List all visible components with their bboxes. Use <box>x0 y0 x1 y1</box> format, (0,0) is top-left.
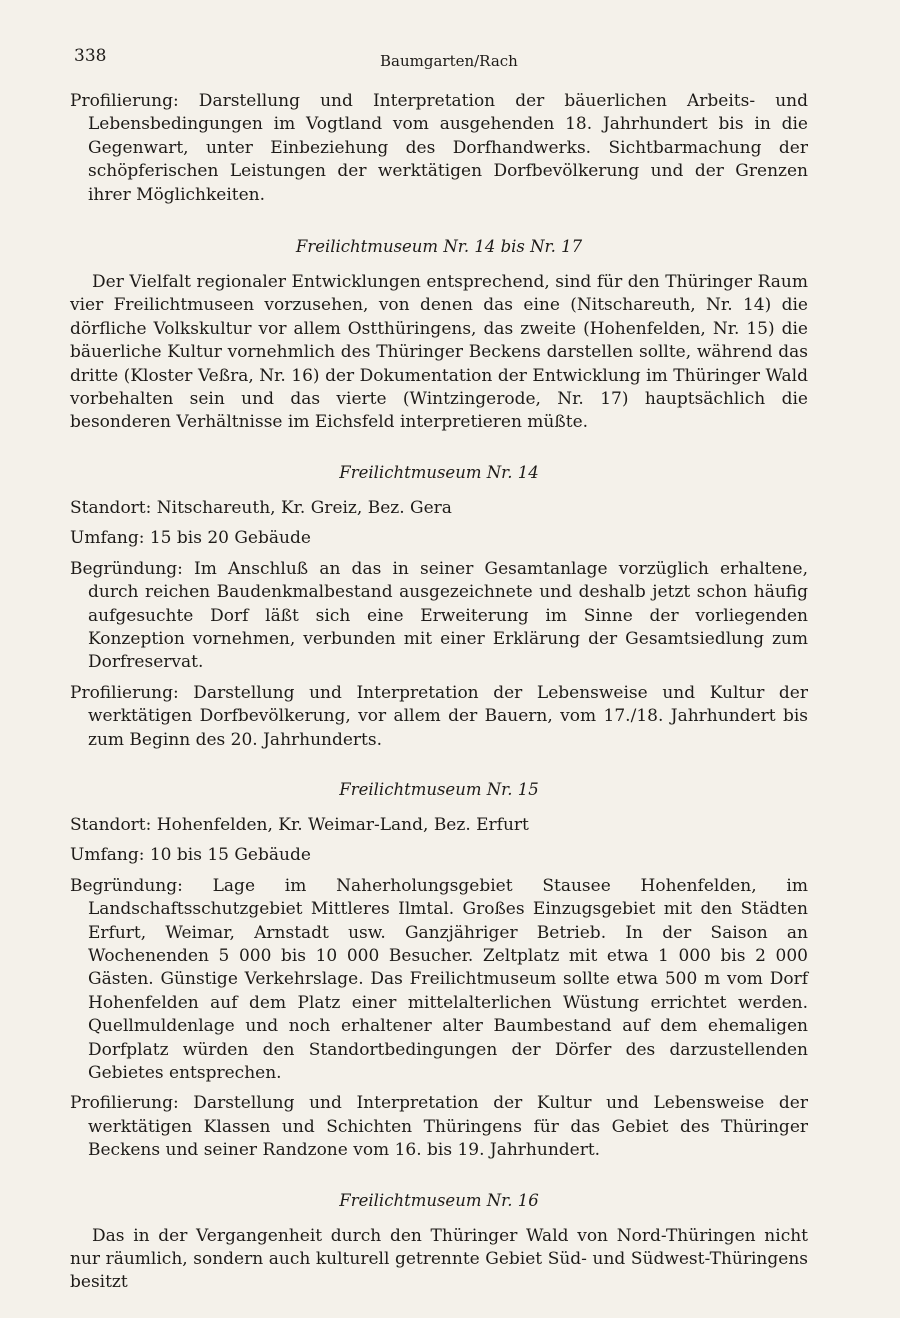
section-14-umfang: Umfang: 15 bis 20 Gebäude <box>70 528 311 549</box>
section-14-17-paragraph: Der Vielfalt regionaler Entwicklungen entsprechend, sind für den Thüringer Raum vier Freilichtmuseen vorzusehen, von denen das eine (Nitschareuth, Nr. 14) die dörfliche Volkskultur vor allem Ostthüringens, das zweite (Hohenfelden, Nr. 15) die bäuerliche Kultur vornehmlich des Thüringer Beckens darstellen sollte, während das dritte (Kloster Veßra, Nr. 16) der Dokumentation der Entwicklung im Thüringer Wald vorbehalten sein und das vierte (Wintzingerode, Nr. 17) hauptsächlich die besonderen Verhältnisse im Eichsfeld interpretieren müßte. <box>70 272 808 433</box>
section-15-profilierung: Profilierung: Darstellung und Interpretation der Kultur und Lebensweise der werktätigen Klassen und Schichten Thüringens für das Gebiet des Thüringer Beckens und seiner Randzone vom 16. bis 19. Jahrhundert. <box>70 1093 808 1161</box>
section-15-standort: Standort: Hohenfelden, Kr. Weimar-Land, Bez. Erfurt <box>70 814 529 835</box>
page-header <box>70 44 808 90</box>
section-15-umfang: Umfang: 10 bis 15 Gebäude <box>70 845 311 866</box>
section-14-standort: Standort: Nitschareuth, Kr. Greiz, Bez. Gera <box>70 497 452 518</box>
section-14-profilierung: Profilierung: Darstellung und Interpretation der Lebensweise und Kultur der werktätigen Dorfbevölkerung, vor allem der Bauern, vom 17./18. Jahrhundert bis zum Beginn des 20. Jahrhunderts. <box>70 682 808 750</box>
section-16-paragraph: Das in der Vergangenheit durch den Thüringer Wald von Nord-Thüringen nicht nur räumlich, sondern auch kulturell getrennte Gebiet Süd- und Südwest-Thüringens besitzt <box>70 1225 808 1293</box>
section-heading-14-17: Freilichtmuseum Nr. 14 bis Nr. 17 <box>295 237 583 257</box>
running-head: Baumgarten/Rach <box>380 52 518 70</box>
section-14-begruendung: Begründung: Im Anschluß an das in seiner Gesamtanlage vorzüglich erhaltene, durch reichen Baudenkmalbestand ausgezeichnete und deshalb jetzt schon häufig aufgesuchte Dorf läßt sich eine Erweiterung im Sinne der vorliegenden Konzeption vornehmen, verbunden mit einer Erklärung der Gesamtsiedlung zum Dorfreservat. <box>70 558 808 673</box>
section-15-begruendung: Begründung: Lage im Naherholungsgebiet Stausee Hohenfelden, im Landschaftsschutzgebiet Mittleres Ilmtal. Großes Einzugsgebiet mit den Städten Erfurt, Weimar, Arnstadt usw. Ganzjähriger Betrieb. In der Saison an Wochenenden 5 000 bis 10 000 Besucher. Zeltplatz mit etwa 1 000 bis 2 000 Gästen. Günstige Verkehrslage. Das Freilichtmuseum sollte etwa 500 m vom Dorf Hohenfelden auf dem Platz einer mittelalterlichen Wüstung errichtet werden. Quellmuldenlage und noch erhaltener alter Baumbestand auf dem ehemaligen Dorfplatz würden den Standortbedingungen der Dörfer des darzustellenden Gebietes entsprechen. <box>70 875 808 1083</box>
section-heading-14: Freilichtmuseum Nr. 14 <box>339 462 539 482</box>
page-number: 338 <box>74 46 107 66</box>
section-heading-16: Freilichtmuseum Nr. 16 <box>339 1190 539 1210</box>
section-heading-15: Freilichtmuseum Nr. 15 <box>339 779 539 799</box>
intro-profilierung: Profilierung: Darstellung und Interpretation der bäuerlichen Arbeits- und Lebensbedingungen im Vogtland vom ausgehenden 18. Jahrhundert bis in die Gegenwart, unter Einbeziehung des Dorfhandwerks. Sichtbarmachung der schöpferischen Leistungen der werktätigen Dorfbevölkerung und der Grenzen ihrer Möglichkeiten. <box>70 91 808 205</box>
